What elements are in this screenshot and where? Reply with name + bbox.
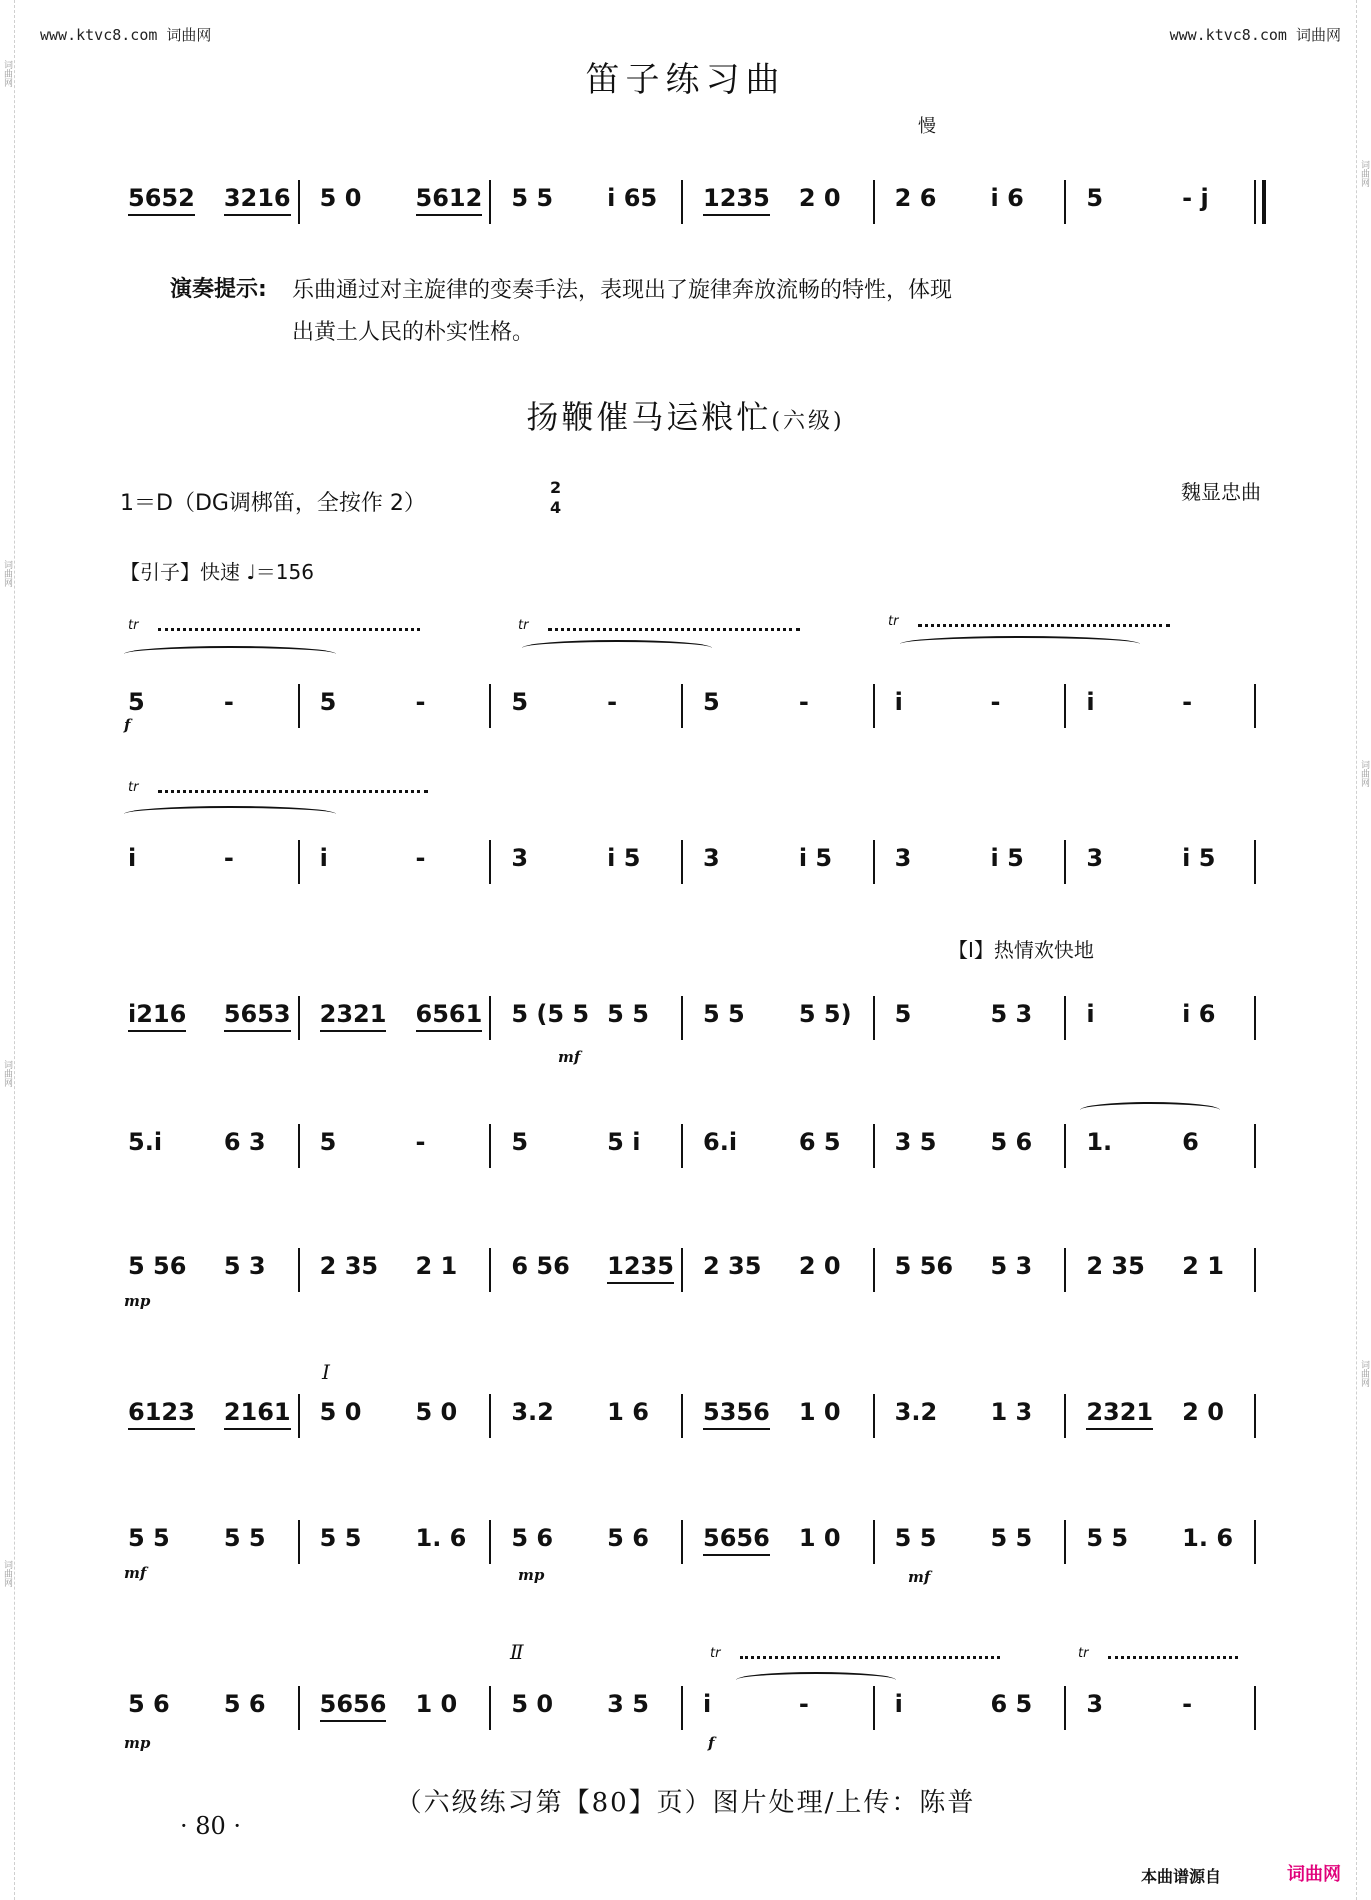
note-group: - <box>990 688 1001 716</box>
time-signature <box>550 478 561 518</box>
slur <box>1080 1102 1220 1118</box>
barline <box>489 1686 491 1730</box>
note-group: i <box>319 844 328 872</box>
header-watermark-right: www.ktvc8.com 词曲网 <box>1169 26 1341 44</box>
barline <box>489 1124 491 1168</box>
note-group: 5 56 <box>128 1252 187 1280</box>
note-group: 1 3 <box>990 1398 1033 1426</box>
note-group: 3 <box>1086 844 1104 872</box>
trill-mark: tr <box>1078 1646 1089 1661</box>
notation-row <box>110 1398 1270 1438</box>
barline <box>298 840 300 884</box>
note-group: 6 56 <box>511 1252 570 1280</box>
barline <box>1064 1686 1066 1730</box>
notation-row <box>110 1524 1270 1564</box>
notation-row <box>110 1128 1270 1168</box>
footer-credit: （六级练习第【80】页）图片处理/上传：陈普 <box>395 1788 976 1818</box>
barline <box>489 684 491 728</box>
note-group: 5 <box>511 1128 529 1156</box>
dynamic-mark: mf <box>124 1564 147 1582</box>
barline <box>1064 684 1066 728</box>
note-group: 5 5 <box>223 1524 266 1552</box>
note-group: 3 <box>703 844 720 872</box>
trill-line <box>158 790 428 797</box>
note-group: 2161 <box>224 1398 291 1430</box>
trill-line <box>918 624 1170 631</box>
slur <box>522 640 712 656</box>
barline <box>489 840 491 884</box>
tip-label: 演奏提示: <box>170 277 267 302</box>
time-signature-bottom: 4 <box>550 498 562 517</box>
section-mark-one: Ⅰ <box>322 1360 330 1384</box>
note-group: 2321 <box>320 1000 387 1032</box>
note-group: 5356 <box>703 1398 770 1430</box>
note-group: i <box>128 844 137 872</box>
barline <box>489 180 491 224</box>
note-group: 3 <box>894 844 912 872</box>
barline <box>298 1394 300 1438</box>
note-group: 6.i <box>703 1128 738 1156</box>
note-group: 5 <box>128 688 145 716</box>
note-group: 3 <box>1086 1690 1104 1718</box>
barline <box>298 996 300 1040</box>
trill-line <box>740 1656 1000 1663</box>
note-group: i 6 <box>990 184 1024 212</box>
barline <box>1254 840 1256 884</box>
barline <box>681 1686 683 1730</box>
dynamic-mark: mp <box>518 1566 545 1584</box>
note-group: 5 6 <box>223 1690 266 1718</box>
note-group: 5 3 <box>990 1252 1033 1280</box>
note-group: 5 3 <box>223 1252 266 1280</box>
note-group: 5 <box>511 688 529 716</box>
note-group: 1. <box>1086 1128 1113 1156</box>
note-group: 3 <box>511 844 529 872</box>
barline <box>681 1248 683 1292</box>
barline <box>1254 996 1256 1040</box>
note-group: 5 3 <box>990 1000 1033 1028</box>
note-group: 5612 <box>416 184 483 216</box>
barline <box>681 1520 683 1564</box>
note-group: 2 6 <box>894 184 937 212</box>
side-mark: 词曲网 <box>2 1560 12 1587</box>
note-group: - <box>607 688 618 716</box>
slur <box>124 646 336 662</box>
note-group: 5 0 <box>319 1398 362 1426</box>
note-group: 5656 <box>703 1524 770 1556</box>
note-group: i 6 <box>1182 1000 1216 1028</box>
barline <box>1254 1394 1256 1438</box>
barline <box>1064 180 1066 224</box>
note-group: 5 0 <box>319 184 362 212</box>
barline <box>681 684 683 728</box>
time-signature-top: 2 <box>550 478 562 497</box>
note-group: 5 <box>703 688 720 716</box>
header-watermark-left: www.ktvc8.com 词曲网 <box>40 26 212 44</box>
note-group: 6 3 <box>223 1128 266 1156</box>
note-group: 5 0 <box>415 1398 458 1426</box>
barline <box>1254 1520 1256 1564</box>
note-group: 6123 <box>128 1398 195 1430</box>
trill-line <box>1108 1656 1238 1663</box>
note-group: 5 5 <box>990 1524 1033 1552</box>
note-group: - <box>223 688 234 716</box>
tempo-mark-slow: 慢 <box>918 116 936 137</box>
note-group: 5 <box>1086 184 1104 212</box>
key-signature: 1＝D（DG调梆笛，全按作 2） <box>120 491 426 516</box>
final-barline <box>1254 180 1266 224</box>
note-group: 5653 <box>224 1000 291 1032</box>
slur <box>124 806 336 822</box>
note-group: - <box>1182 1690 1193 1718</box>
note-group: i <box>1086 1000 1095 1028</box>
section-mark-two: Ⅱ <box>510 1640 524 1664</box>
note-group: 5 <box>894 1000 912 1028</box>
page-title: 笛子练习曲 <box>585 60 786 100</box>
note-group: - <box>1182 688 1193 716</box>
page-number: · 80 · <box>180 1812 242 1840</box>
notation-row <box>110 844 1270 884</box>
note-group: 5 <box>319 1128 337 1156</box>
trill-line <box>158 628 420 635</box>
barline <box>298 1520 300 1564</box>
barline <box>1254 1248 1256 1292</box>
note-group: 6 <box>1182 1128 1199 1156</box>
song-title <box>0 392 1371 438</box>
composer: 魏显忠曲 <box>1181 480 1261 504</box>
notation-row <box>110 1000 1270 1040</box>
trill-line <box>548 628 800 635</box>
note-group: 5656 <box>320 1690 387 1722</box>
barline <box>298 1124 300 1168</box>
note-group: i 5 <box>607 844 641 872</box>
note-group: 6 5 <box>798 1128 841 1156</box>
note-group: i 5 <box>990 844 1024 872</box>
barline <box>1064 996 1066 1040</box>
barline <box>1254 684 1256 728</box>
intro-marking: 【引子】快速 ♩＝156 <box>120 560 314 584</box>
note-group: 3216 <box>224 184 291 216</box>
note-group: 3 5 <box>607 1690 649 1718</box>
barline <box>1064 1520 1066 1564</box>
note-group: 5.i <box>128 1128 163 1156</box>
barline <box>1064 1124 1066 1168</box>
note-group: - <box>415 1128 426 1156</box>
note-group: 2 0 <box>798 1252 841 1280</box>
barline <box>1254 1686 1256 1730</box>
note-group: 5 56 <box>894 1252 954 1280</box>
right-margin-strip <box>1356 0 1371 1900</box>
note-group: - <box>223 844 234 872</box>
section-one-marking: 【Ⅰ】热情欢快地 <box>948 938 1094 962</box>
barline <box>1254 1124 1256 1168</box>
trill-mark: tr <box>888 614 899 629</box>
barline <box>1064 840 1066 884</box>
side-mark: 词曲网 <box>1359 1360 1369 1387</box>
dynamic-mark: mf <box>558 1048 581 1066</box>
side-mark: 词曲网 <box>2 60 12 87</box>
barline <box>1064 1248 1066 1292</box>
note-group: 5 5 <box>894 1524 937 1552</box>
barline <box>298 1686 300 1730</box>
note-group: 2 1 <box>415 1252 458 1280</box>
notation-row <box>110 1690 1270 1730</box>
dynamic-mark: mf <box>908 1568 931 1586</box>
note-group: 5 (5 5 <box>511 1000 590 1028</box>
barline <box>298 684 300 728</box>
note-group: 5 6 <box>511 1524 554 1552</box>
barline <box>489 1248 491 1292</box>
barline <box>873 1520 875 1564</box>
note-group: 2 1 <box>1182 1252 1224 1280</box>
notation-row <box>110 1252 1270 1292</box>
note-group: 2321 <box>1086 1398 1153 1430</box>
note-group: 5 5 <box>1086 1524 1129 1552</box>
note-group: 3 5 <box>894 1128 937 1156</box>
note-group: 1. 6 <box>415 1524 467 1552</box>
note-group: 5 5 <box>128 1524 170 1552</box>
source-logo: 词曲网 <box>1287 1864 1341 1885</box>
note-group: 3.2 <box>511 1398 554 1426</box>
note-group: 6 5 <box>990 1690 1033 1718</box>
note-group: 5 5 <box>703 1000 745 1028</box>
barline <box>681 1394 683 1438</box>
barline <box>489 996 491 1040</box>
note-group: 5 5 <box>607 1000 649 1028</box>
note-group: 1 0 <box>798 1524 841 1552</box>
barline <box>298 180 300 224</box>
barline <box>873 1394 875 1438</box>
note-group: 5 5 <box>511 184 554 212</box>
note-group: 1 6 <box>607 1398 649 1426</box>
note-group: 5 5 <box>319 1524 362 1552</box>
note-group: 5 0 <box>511 1690 554 1718</box>
barline <box>681 996 683 1040</box>
note-group: 2 0 <box>1182 1398 1224 1426</box>
dynamic-mark: f <box>124 716 131 734</box>
barline <box>298 1248 300 1292</box>
note-group: 1235 <box>703 184 770 216</box>
trill-mark: tr <box>128 618 139 633</box>
note-group: 5 i <box>607 1128 641 1156</box>
note-group: 6561 <box>416 1000 483 1032</box>
note-group: 1 0 <box>798 1398 841 1426</box>
side-mark: 词曲网 <box>1359 760 1369 787</box>
trill-mark: tr <box>128 780 139 795</box>
dynamic-mark: f <box>708 1734 715 1752</box>
left-margin-strip <box>0 0 15 1900</box>
barline <box>873 840 875 884</box>
note-group: - <box>798 688 809 716</box>
side-mark: 词曲网 <box>1359 160 1369 187</box>
note-group: i 65 <box>607 184 658 212</box>
note-group: 3.2 <box>894 1398 938 1426</box>
tip-text: 乐曲通过对主旋律的变奏手法，表现出了旋律奔放流畅的特性，体现出黄土人民的朴实性格。 <box>292 278 953 345</box>
side-mark: 词曲网 <box>2 560 12 587</box>
barline <box>489 1394 491 1438</box>
note-group: 5652 <box>128 184 195 216</box>
slur <box>900 636 1140 652</box>
dynamic-mark: mp <box>124 1292 151 1310</box>
source-label: 本曲谱源自 <box>1140 1867 1221 1886</box>
note-group: i216 <box>128 1000 186 1032</box>
barline <box>873 1124 875 1168</box>
note-group: i 5 <box>798 844 833 872</box>
barline <box>489 1520 491 1564</box>
note-group: 5 <box>319 688 337 716</box>
song-level: (六级) <box>771 409 845 434</box>
note-group: i 5 <box>1182 844 1216 872</box>
note-group: - <box>798 1690 809 1718</box>
note-group: 2 35 <box>703 1252 762 1280</box>
note-group: - <box>415 688 426 716</box>
barline <box>873 684 875 728</box>
barline <box>873 996 875 1040</box>
dynamic-mark: mp <box>124 1734 151 1752</box>
barline <box>681 1124 683 1168</box>
note-group: i <box>1086 688 1095 716</box>
barline <box>873 1686 875 1730</box>
note-group: i <box>894 688 903 716</box>
note-group: 5 5) <box>798 1000 852 1028</box>
note-group: 5 6 <box>607 1524 649 1552</box>
note-group: - <box>415 844 426 872</box>
notation-row <box>110 688 1270 728</box>
note-group: 1235 <box>607 1252 674 1284</box>
barline <box>681 180 683 224</box>
note-group: 1 0 <box>415 1690 458 1718</box>
trill-mark: tr <box>710 1646 721 1661</box>
note-group: i <box>703 1690 712 1718</box>
side-mark: 词曲网 <box>2 1060 12 1087</box>
barline <box>873 180 875 224</box>
note-group: i <box>894 1690 903 1718</box>
note-group: - j <box>1182 184 1209 212</box>
barline <box>681 840 683 884</box>
song-title-text: 扬鞭催马运粮忙 <box>526 398 772 436</box>
note-group: 5 6 <box>990 1128 1033 1156</box>
note-group: 2 35 <box>319 1252 379 1280</box>
note-group: 2 35 <box>1086 1252 1145 1280</box>
barline <box>873 1248 875 1292</box>
note-group: 2 0 <box>798 184 841 212</box>
note-group: 1. 6 <box>1182 1524 1234 1552</box>
trill-mark: tr <box>518 618 529 633</box>
first-notation-line <box>110 184 1270 224</box>
note-group: 5 6 <box>128 1690 170 1718</box>
barline <box>1064 1394 1066 1438</box>
